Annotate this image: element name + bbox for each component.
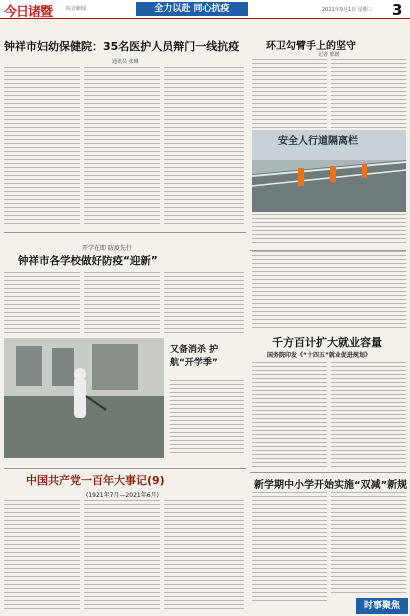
article-title-employment: 千方百计扩大就业容量 [272,336,382,349]
article-subtitle-history: (1921年7月—2021年6月) [86,492,159,499]
article-byline-sanitation: 记者 邢媛 [318,52,340,58]
divider-rule [4,468,246,469]
right-middle-body [252,251,406,329]
school-photo-headline: 又备消杀 护航“开学季” [170,345,219,368]
article-title-sanitation: 环卫勾臂手上的坚守 [266,41,356,52]
article-title-double-reduction: 新学期中小学开始实施“双减”新规 [254,480,408,491]
history-body-col3 [164,500,244,612]
employment-body-col2 [331,362,406,470]
divider-rule [4,232,246,233]
article-title-history: 中国共产党一百年大事记(9) [26,474,165,487]
issue-date: 2021年9月1日 星期三 [322,7,373,13]
sanitation-body-col2 [331,59,406,129]
sanitation-photo [252,130,406,212]
section-badge: 时事聚焦 [356,598,408,614]
school-photo-caption [170,380,244,456]
history-body-col1 [4,500,80,612]
reduction-body-col1 [252,492,327,602]
masthead-logo: 今日诸暨 [4,5,53,20]
school-body-col3 [164,272,244,336]
employment-body-col1 [252,362,327,470]
header-slogan: 全力以赴 同心抗疫 [136,2,248,16]
school-photo-image [4,338,164,458]
article-body-col1 [4,67,80,227]
masthead-subtitle: 综合新闻 [66,6,87,12]
reduction-body-col2 [331,492,406,594]
school-body-col2 [84,272,160,336]
article-byline-healthcare: 通讯员 张琳 [112,59,139,65]
article-body-col3 [164,67,244,227]
article-kicker-school: 开学在即 防疫先行 [82,245,132,252]
page-header [0,0,410,19]
divider-rule [250,472,406,473]
sanitation-caption-body [252,214,406,246]
history-body-col2 [84,500,160,612]
article-body-col2 [84,67,160,227]
school-disinfection-photo [4,338,164,458]
page-number: 3 [392,1,403,19]
school-body-col1 [4,272,80,336]
article-title-school: 钟祥市各学校做好防疫“迎新” [18,255,158,267]
article-subtitle-employment: 国务院印发《“十四五”就业促进规划》 [267,352,371,359]
sanitation-photo-title: 安全人行道隔离栏 [278,136,358,147]
article-title-healthcare: 钟祥市妇幼保健院：35名医护人员辩门一线抗疫 [4,40,240,53]
sanitation-body-col1 [252,59,327,129]
